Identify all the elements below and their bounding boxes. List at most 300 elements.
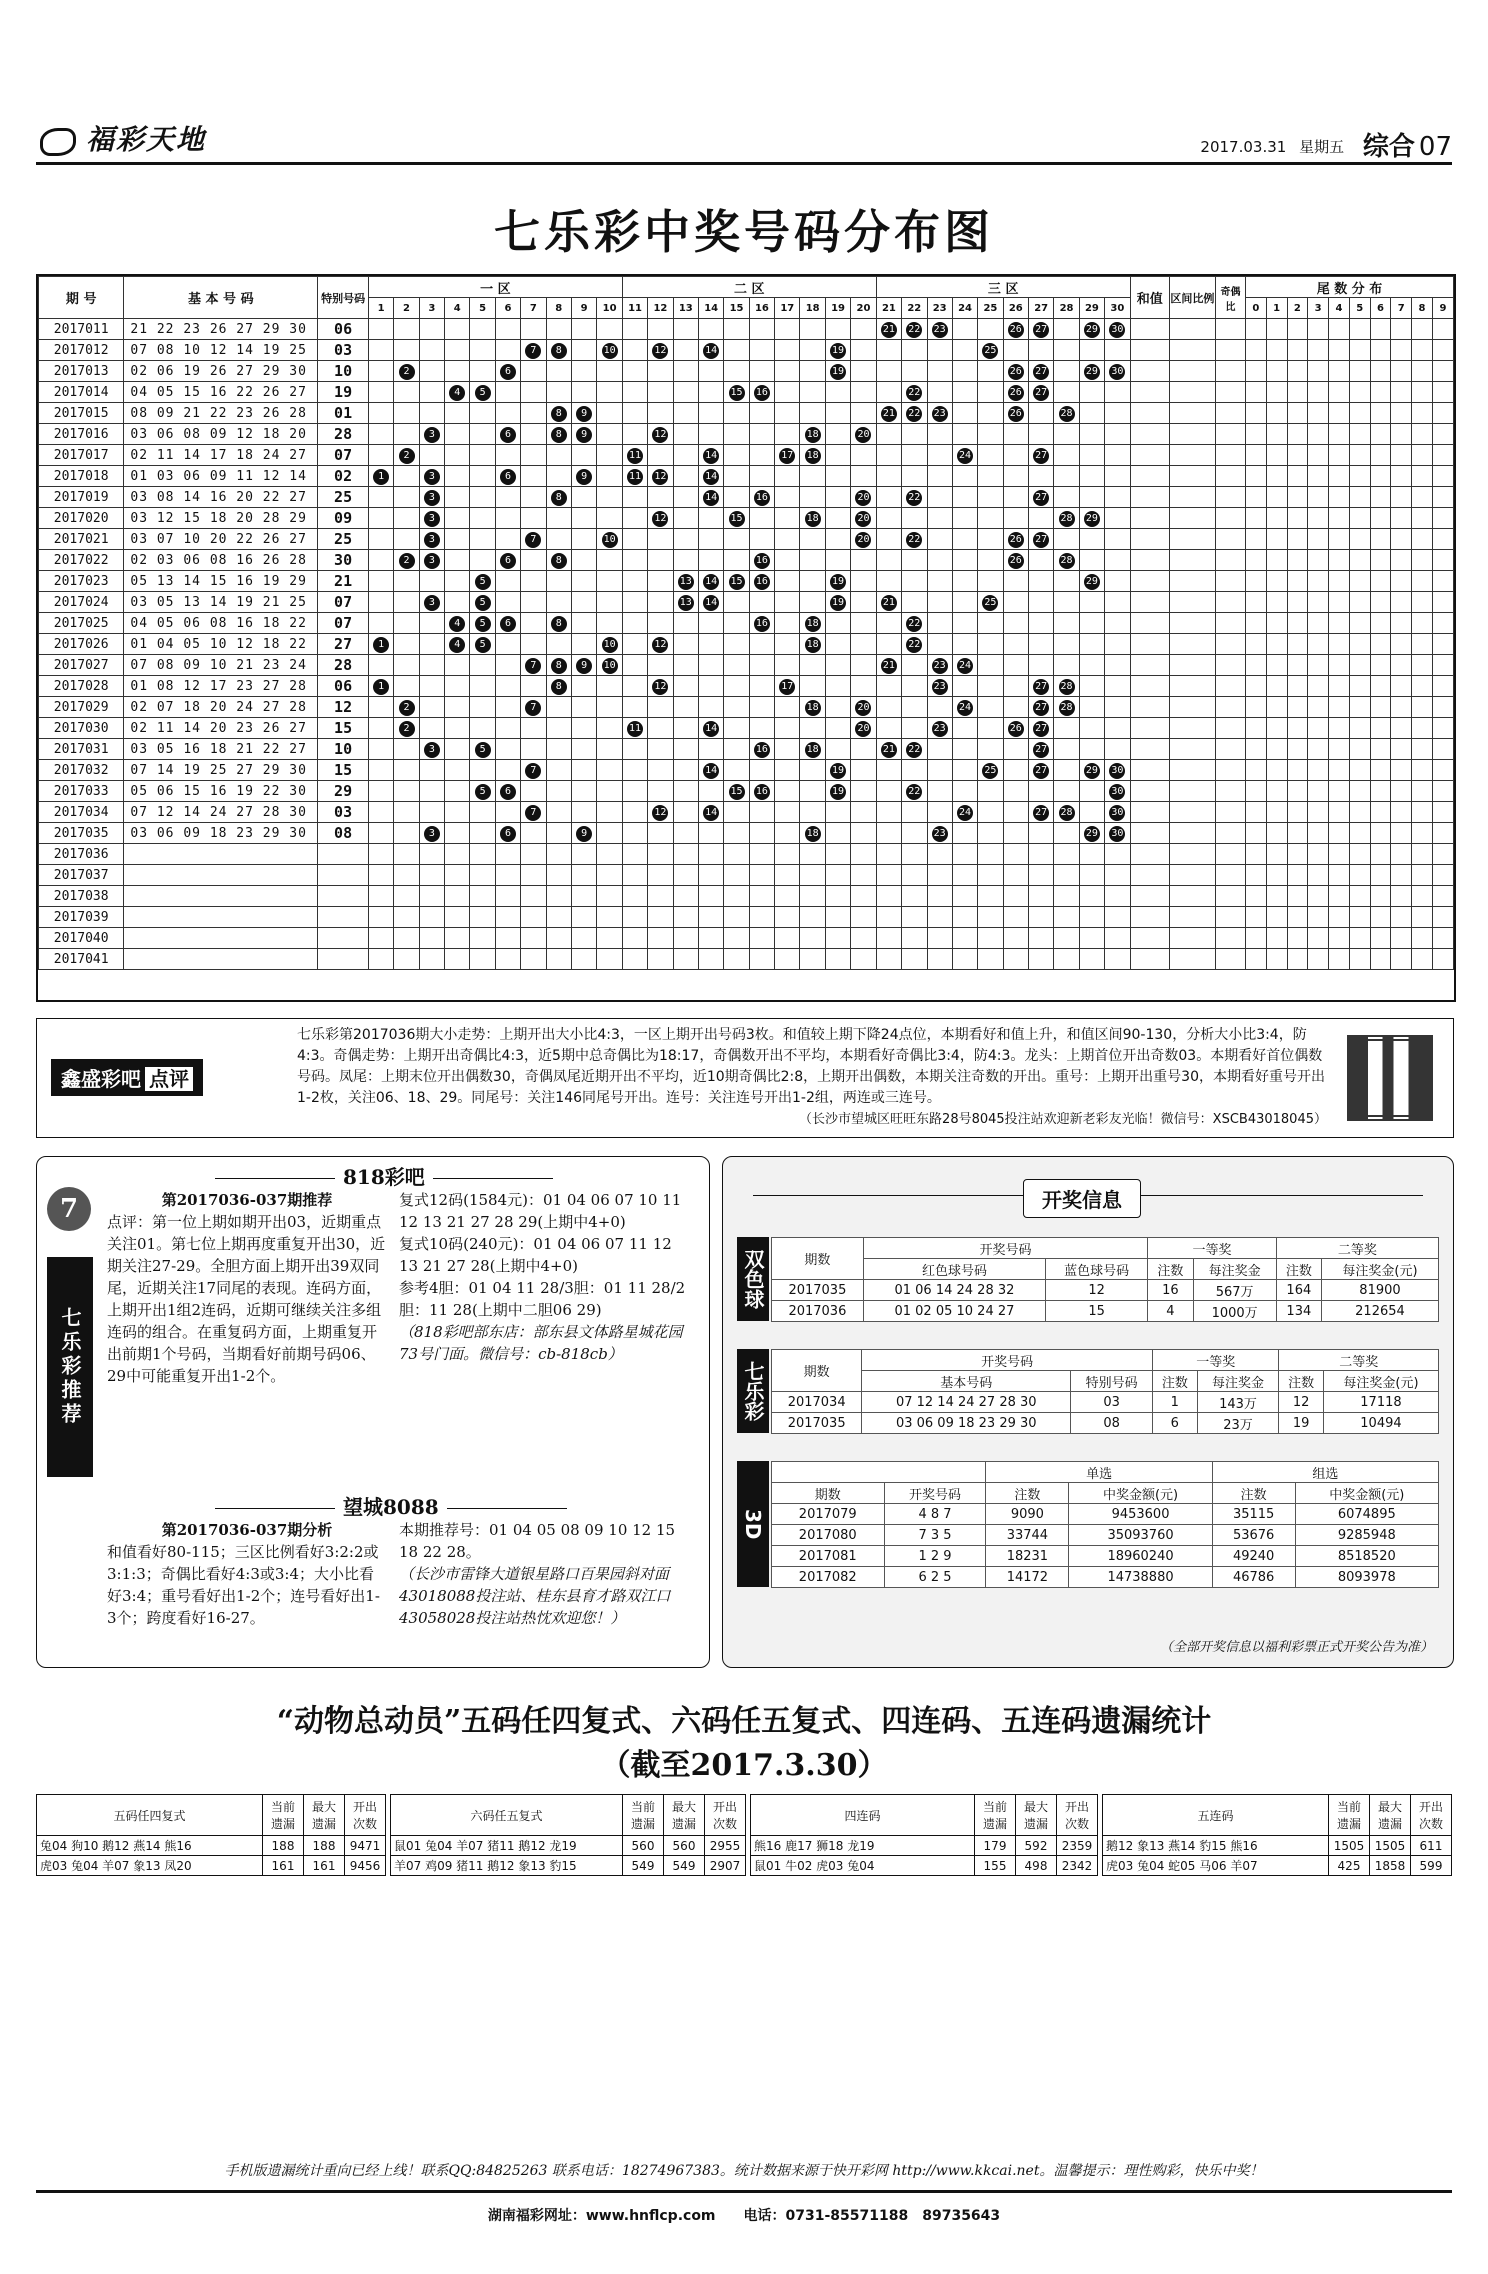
stats-table-5consec bbox=[1102, 1794, 1452, 1876]
stat-cell bbox=[1391, 865, 1412, 886]
cell-25 bbox=[978, 424, 1003, 445]
cell-21 bbox=[876, 949, 901, 970]
drawn-ball: 16 bbox=[754, 385, 770, 401]
stat-cell bbox=[1266, 697, 1287, 718]
drawn-ball: 18 bbox=[805, 637, 821, 653]
cell-9 bbox=[571, 319, 596, 340]
header-info bbox=[1200, 126, 1452, 163]
draw-cell-m2: 81900 bbox=[1321, 1280, 1438, 1301]
cell-22 bbox=[902, 676, 927, 697]
cell-1 bbox=[368, 802, 393, 823]
drawn-ball: 22 bbox=[906, 616, 922, 632]
cell-8 bbox=[546, 865, 571, 886]
cell-23 bbox=[927, 802, 952, 823]
drawn-ball: 29 bbox=[1084, 322, 1100, 338]
cell-21 bbox=[876, 445, 901, 466]
stat-cell bbox=[1329, 508, 1350, 529]
stat-cell bbox=[1130, 319, 1169, 340]
cell-13 bbox=[673, 844, 698, 865]
drawn-ball: 26 bbox=[1008, 385, 1024, 401]
stat-cell bbox=[1130, 613, 1169, 634]
stats-combo: 鼠01 牛02 虎03 兔04 bbox=[751, 1856, 975, 1876]
cell-19 bbox=[825, 739, 850, 760]
cell-15 bbox=[724, 571, 749, 592]
stat-cell bbox=[1266, 655, 1287, 676]
stat-cell bbox=[1349, 676, 1370, 697]
stat-cell bbox=[1432, 592, 1453, 613]
row-special: 03 bbox=[318, 802, 369, 823]
cell-20 bbox=[851, 487, 877, 508]
cell-2 bbox=[394, 445, 419, 466]
cell-20 bbox=[851, 655, 877, 676]
cell-17 bbox=[775, 907, 800, 928]
cell-26 bbox=[1003, 928, 1028, 949]
rec-wc-heading: 第2017036-037期分析 bbox=[161, 1521, 333, 1539]
cell-11 bbox=[622, 382, 647, 403]
cell-27 bbox=[1029, 760, 1054, 781]
stat-cell bbox=[1266, 907, 1287, 928]
stat-cell bbox=[1266, 340, 1287, 361]
drawn-ball: 22 bbox=[906, 490, 922, 506]
drawn-ball: 21 bbox=[881, 595, 897, 611]
ssq-h-cnt2: 注数 bbox=[1276, 1259, 1321, 1280]
stat-cell bbox=[1287, 361, 1308, 382]
drawn-ball: 5 bbox=[475, 784, 491, 800]
cell-12 bbox=[648, 718, 673, 739]
cell-29 bbox=[1079, 802, 1104, 823]
fc3d-block bbox=[737, 1461, 1439, 1587]
cell-12 bbox=[648, 802, 673, 823]
row-period: 2017016 bbox=[39, 424, 124, 445]
drawn-ball: 8 bbox=[551, 553, 567, 569]
stat-cell bbox=[1329, 886, 1350, 907]
ssq-block bbox=[737, 1237, 1439, 1321]
cell-20 bbox=[851, 529, 877, 550]
drawn-ball: 18 bbox=[805, 700, 821, 716]
stat-cell bbox=[1412, 781, 1433, 802]
row-period: 2017033 bbox=[39, 781, 124, 802]
cell-27 bbox=[1029, 739, 1054, 760]
rec-wc-right bbox=[399, 1519, 695, 1629]
stat-cell bbox=[1370, 739, 1391, 760]
cell-3 bbox=[419, 319, 444, 340]
qr-code-icon bbox=[1347, 1035, 1433, 1121]
draw-cell-c2: 134 bbox=[1276, 1301, 1321, 1322]
drawn-ball: 16 bbox=[754, 784, 770, 800]
stat-cell bbox=[1245, 865, 1266, 886]
cell-28 bbox=[1054, 340, 1079, 361]
cell-26 bbox=[1003, 319, 1028, 340]
cell-16 bbox=[749, 382, 774, 403]
cell-3 bbox=[419, 928, 444, 949]
num-col-26: 26 bbox=[1003, 298, 1028, 319]
cell-20 bbox=[851, 361, 877, 382]
stats-h-name: 五连码 bbox=[1103, 1795, 1329, 1836]
row-special: 19 bbox=[318, 382, 369, 403]
cell-17 bbox=[775, 634, 800, 655]
stat-cell bbox=[1287, 760, 1308, 781]
draw-cell-m1: 35093760 bbox=[1069, 1525, 1212, 1546]
grid-row bbox=[39, 529, 1454, 550]
num-col-2: 2 bbox=[394, 298, 419, 319]
cell-15 bbox=[724, 361, 749, 382]
cell-8 bbox=[546, 949, 571, 970]
stat-cell bbox=[1308, 529, 1329, 550]
num-col-6: 6 bbox=[495, 298, 520, 319]
drawn-ball: 7 bbox=[525, 700, 541, 716]
stat-cell bbox=[1329, 802, 1350, 823]
row-period: 2017031 bbox=[39, 739, 124, 760]
drawn-ball: 3 bbox=[424, 490, 440, 506]
cell-10 bbox=[597, 802, 623, 823]
stat-cell bbox=[1169, 529, 1215, 550]
stat-cell bbox=[1370, 319, 1391, 340]
stat-cell bbox=[1349, 781, 1370, 802]
cell-6 bbox=[495, 907, 520, 928]
cell-3 bbox=[419, 529, 444, 550]
cell-1 bbox=[368, 529, 393, 550]
stat-cell bbox=[1370, 760, 1391, 781]
stats-times: 599 bbox=[1411, 1856, 1452, 1876]
cell-8 bbox=[546, 550, 571, 571]
tail-col-2: 2 bbox=[1287, 298, 1308, 319]
drawn-ball: 25 bbox=[982, 763, 998, 779]
row-period: 2017026 bbox=[39, 634, 124, 655]
cell-2 bbox=[394, 718, 419, 739]
cell-3 bbox=[419, 571, 444, 592]
cell-17 bbox=[775, 844, 800, 865]
drawn-ball: 8 bbox=[551, 406, 567, 422]
stat-cell bbox=[1216, 655, 1246, 676]
stat-cell bbox=[1130, 760, 1169, 781]
tail-col-9: 9 bbox=[1432, 298, 1453, 319]
cell-8 bbox=[546, 382, 571, 403]
draw-cell-m1: 18960240 bbox=[1069, 1546, 1212, 1567]
stat-cell bbox=[1287, 655, 1308, 676]
cell-16 bbox=[749, 571, 774, 592]
lottery-badge: 7 bbox=[47, 1187, 91, 1231]
stat-cell bbox=[1287, 403, 1308, 424]
cell-29 bbox=[1079, 949, 1104, 970]
rec-wc-analysis: 和值看好80-115；三区比例看好3:2:2或3:1:3；奇偶比看好4:3或3:4；大小比看好3:4；重号看好出1-2个；连号看好出1-3个；跨度看好16-27。 bbox=[107, 1543, 380, 1627]
cell-17 bbox=[775, 886, 800, 907]
cell-27 bbox=[1029, 403, 1054, 424]
cell-24 bbox=[952, 550, 977, 571]
drawn-ball: 2 bbox=[399, 721, 415, 737]
cell-10 bbox=[597, 571, 623, 592]
cell-20 bbox=[851, 340, 877, 361]
draw-cell-n: 6 2 5 bbox=[884, 1567, 986, 1588]
cell-27 bbox=[1029, 361, 1054, 382]
cell-7 bbox=[521, 613, 546, 634]
stat-cell bbox=[1245, 361, 1266, 382]
stat-cell bbox=[1432, 697, 1453, 718]
num-col-1: 1 bbox=[368, 298, 393, 319]
cell-19 bbox=[825, 466, 850, 487]
cell-27 bbox=[1029, 655, 1054, 676]
stat-cell bbox=[1169, 865, 1215, 886]
stats-table-4consec bbox=[750, 1794, 1098, 1876]
num-col-3: 3 bbox=[419, 298, 444, 319]
side-tag: 七乐彩推荐 bbox=[47, 1257, 93, 1477]
stat-cell bbox=[1349, 592, 1370, 613]
stat-cell bbox=[1266, 550, 1287, 571]
cell-6 bbox=[495, 319, 520, 340]
drawn-ball: 3 bbox=[424, 595, 440, 611]
cell-28 bbox=[1054, 466, 1079, 487]
cell-14 bbox=[698, 613, 723, 634]
cell-30 bbox=[1105, 340, 1131, 361]
drawn-ball: 5 bbox=[475, 637, 491, 653]
drawn-ball: 11 bbox=[627, 448, 643, 464]
cell-4 bbox=[445, 718, 470, 739]
grid-row bbox=[39, 655, 1454, 676]
cell-5 bbox=[470, 571, 495, 592]
stat-cell bbox=[1391, 529, 1412, 550]
cell-11 bbox=[622, 361, 647, 382]
stat-cell bbox=[1245, 697, 1266, 718]
row-special bbox=[318, 928, 369, 949]
cell-12 bbox=[648, 382, 673, 403]
drawn-ball: 3 bbox=[424, 532, 440, 548]
cell-16 bbox=[749, 802, 774, 823]
stat-cell bbox=[1412, 886, 1433, 907]
stat-cell bbox=[1329, 487, 1350, 508]
cell-30 bbox=[1105, 424, 1131, 445]
draw-cell-m2: 6074895 bbox=[1295, 1504, 1438, 1525]
drawn-ball: 28 bbox=[1059, 511, 1075, 527]
cell-22 bbox=[902, 592, 927, 613]
drawn-ball: 22 bbox=[906, 385, 922, 401]
cell-21 bbox=[876, 676, 901, 697]
tail-col-4: 4 bbox=[1329, 298, 1350, 319]
fc3d-h-money2: 中奖金额(元) bbox=[1295, 1483, 1438, 1504]
stat-cell bbox=[1216, 403, 1246, 424]
cell-24 bbox=[952, 886, 977, 907]
drawn-ball: 9 bbox=[576, 469, 592, 485]
stat-cell bbox=[1216, 382, 1246, 403]
row-period: 2017040 bbox=[39, 928, 124, 949]
cell-24 bbox=[952, 529, 977, 550]
cell-18 bbox=[800, 655, 825, 676]
fc3d-h-open: 开奖号码 bbox=[884, 1483, 986, 1504]
cell-9 bbox=[571, 760, 596, 781]
row-base-numbers: 03 12 15 18 20 28 29 bbox=[124, 508, 318, 529]
drawn-ball: 19 bbox=[830, 364, 846, 380]
cell-24 bbox=[952, 340, 977, 361]
drawn-ball: 26 bbox=[1008, 553, 1024, 569]
cell-21 bbox=[876, 382, 901, 403]
stat-cell bbox=[1216, 529, 1246, 550]
cell-8 bbox=[546, 886, 571, 907]
cell-29 bbox=[1079, 634, 1104, 655]
cell-8 bbox=[546, 781, 571, 802]
drawn-ball: 11 bbox=[627, 721, 643, 737]
draw-cell-c2: 164 bbox=[1276, 1280, 1321, 1301]
row-period: 2017032 bbox=[39, 760, 124, 781]
cell-6 bbox=[495, 676, 520, 697]
cell-27 bbox=[1029, 466, 1054, 487]
cell-2 bbox=[394, 613, 419, 634]
cell-19 bbox=[825, 571, 850, 592]
stat-cell bbox=[1349, 466, 1370, 487]
draw-cell-m1: 1000万 bbox=[1193, 1301, 1276, 1322]
stats-max: 549 bbox=[664, 1856, 705, 1876]
cell-15 bbox=[724, 466, 749, 487]
drawn-ball: 14 bbox=[703, 343, 719, 359]
row-special: 21 bbox=[318, 571, 369, 592]
stat-cell bbox=[1370, 949, 1391, 970]
cell-23 bbox=[927, 445, 952, 466]
drawn-ball: 8 bbox=[551, 658, 567, 674]
stat-cell bbox=[1245, 424, 1266, 445]
cell-1 bbox=[368, 760, 393, 781]
draw-cell-blue: 15 bbox=[1046, 1301, 1148, 1322]
grid-row bbox=[39, 466, 1454, 487]
stat-cell bbox=[1370, 634, 1391, 655]
cell-2 bbox=[394, 802, 419, 823]
grid-row bbox=[39, 445, 1454, 466]
drawn-ball: 5 bbox=[475, 616, 491, 632]
cell-23 bbox=[927, 592, 952, 613]
row-special: 06 bbox=[318, 676, 369, 697]
cell-21 bbox=[876, 403, 901, 424]
stat-cell bbox=[1329, 928, 1350, 949]
cell-25 bbox=[978, 739, 1003, 760]
tip-line: 手机版遗漏统计重向已经上线！联系QQ:84825263 联系电话：18274967383。统计数据来源于快开彩网 http://www.kkcai.net。温馨提示：理性购彩，快乐中奖！ bbox=[224, 2163, 1264, 2179]
cell-23 bbox=[927, 487, 952, 508]
drawn-ball: 3 bbox=[424, 826, 440, 842]
drawn-ball: 1 bbox=[373, 469, 389, 485]
cell-11 bbox=[622, 550, 647, 571]
cell-4 bbox=[445, 487, 470, 508]
stat-cell bbox=[1349, 928, 1370, 949]
stat-cell bbox=[1169, 718, 1215, 739]
grid-row bbox=[39, 676, 1454, 697]
cell-11 bbox=[622, 844, 647, 865]
stats-max: 1505 bbox=[1370, 1836, 1411, 1856]
cell-20 bbox=[851, 907, 877, 928]
cell-20 bbox=[851, 928, 877, 949]
cell-2 bbox=[394, 907, 419, 928]
drawn-ball: 29 bbox=[1084, 511, 1100, 527]
cell-28 bbox=[1054, 403, 1079, 424]
drawn-ball: 1 bbox=[373, 679, 389, 695]
stat-cell bbox=[1370, 823, 1391, 844]
cell-27 bbox=[1029, 886, 1054, 907]
stat-cell bbox=[1266, 445, 1287, 466]
cell-14 bbox=[698, 445, 723, 466]
drawn-ball: 4 bbox=[449, 385, 465, 401]
cell-1 bbox=[368, 634, 393, 655]
cell-17 bbox=[775, 487, 800, 508]
cell-3 bbox=[419, 550, 444, 571]
cell-28 bbox=[1054, 529, 1079, 550]
row-base-numbers: 03 06 09 18 23 29 30 bbox=[124, 823, 318, 844]
stat-cell bbox=[1432, 550, 1453, 571]
stat-cell bbox=[1432, 340, 1453, 361]
cell-19 bbox=[825, 676, 850, 697]
stat-cell bbox=[1412, 466, 1433, 487]
drawn-ball: 23 bbox=[932, 679, 948, 695]
cell-14 bbox=[698, 487, 723, 508]
stat-cell bbox=[1216, 676, 1246, 697]
cell-13 bbox=[673, 466, 698, 487]
cell-3 bbox=[419, 613, 444, 634]
stat-cell bbox=[1349, 697, 1370, 718]
cell-9 bbox=[571, 718, 596, 739]
cell-14 bbox=[698, 655, 723, 676]
cell-14 bbox=[698, 634, 723, 655]
rec-wc-numbers: 本期推荐号：01 04 05 08 09 10 12 15 18 22 28。 bbox=[399, 1521, 676, 1561]
cell-15 bbox=[724, 424, 749, 445]
cell-30 bbox=[1105, 760, 1131, 781]
cell-21 bbox=[876, 844, 901, 865]
stat-cell bbox=[1412, 634, 1433, 655]
fc3d-h-period: 期数 bbox=[772, 1483, 885, 1504]
cell-3 bbox=[419, 655, 444, 676]
cell-13 bbox=[673, 655, 698, 676]
stat-cell bbox=[1130, 739, 1169, 760]
cell-26 bbox=[1003, 949, 1028, 970]
cell-9 bbox=[571, 361, 596, 382]
cell-12 bbox=[648, 529, 673, 550]
stat-cell bbox=[1216, 508, 1246, 529]
cell-5 bbox=[470, 781, 495, 802]
cell-16 bbox=[749, 445, 774, 466]
cell-25 bbox=[978, 529, 1003, 550]
cell-6 bbox=[495, 823, 520, 844]
cell-23 bbox=[927, 949, 952, 970]
cell-14 bbox=[698, 781, 723, 802]
stats-row bbox=[751, 1836, 1098, 1856]
distribution-table bbox=[38, 276, 1454, 970]
drawn-ball: 22 bbox=[906, 742, 922, 758]
stat-cell bbox=[1370, 928, 1391, 949]
stats-combo: 鼠01 兔04 羊07 猪11 鹅12 龙19 bbox=[391, 1836, 623, 1856]
cell-28 bbox=[1054, 319, 1079, 340]
cell-24 bbox=[952, 466, 977, 487]
stat-cell bbox=[1287, 802, 1308, 823]
drawn-ball: 19 bbox=[830, 574, 846, 590]
draw-cell-m1: 567万 bbox=[1193, 1280, 1276, 1301]
cell-7 bbox=[521, 823, 546, 844]
drawn-ball: 30 bbox=[1109, 784, 1125, 800]
cell-18 bbox=[800, 571, 825, 592]
stat-cell bbox=[1308, 466, 1329, 487]
stat-cell bbox=[1391, 382, 1412, 403]
cell-30 bbox=[1105, 655, 1131, 676]
cell-25 bbox=[978, 508, 1003, 529]
cell-21 bbox=[876, 613, 901, 634]
cell-10 bbox=[597, 487, 623, 508]
cell-22 bbox=[902, 697, 927, 718]
stat-cell bbox=[1432, 907, 1453, 928]
cell-19 bbox=[825, 319, 850, 340]
qlc-h-open: 开奖号码 bbox=[862, 1350, 1153, 1371]
cell-19 bbox=[825, 718, 850, 739]
cell-12 bbox=[648, 907, 673, 928]
cell-10 bbox=[597, 550, 623, 571]
cell-24 bbox=[952, 949, 977, 970]
stat-cell bbox=[1370, 361, 1391, 382]
cell-14 bbox=[698, 907, 723, 928]
stat-cell bbox=[1391, 340, 1412, 361]
cell-1 bbox=[368, 718, 393, 739]
stat-cell bbox=[1412, 823, 1433, 844]
stats-h-times: 开出次数 bbox=[345, 1795, 386, 1836]
row-base-numbers: 02 03 06 08 16 26 28 bbox=[124, 550, 318, 571]
